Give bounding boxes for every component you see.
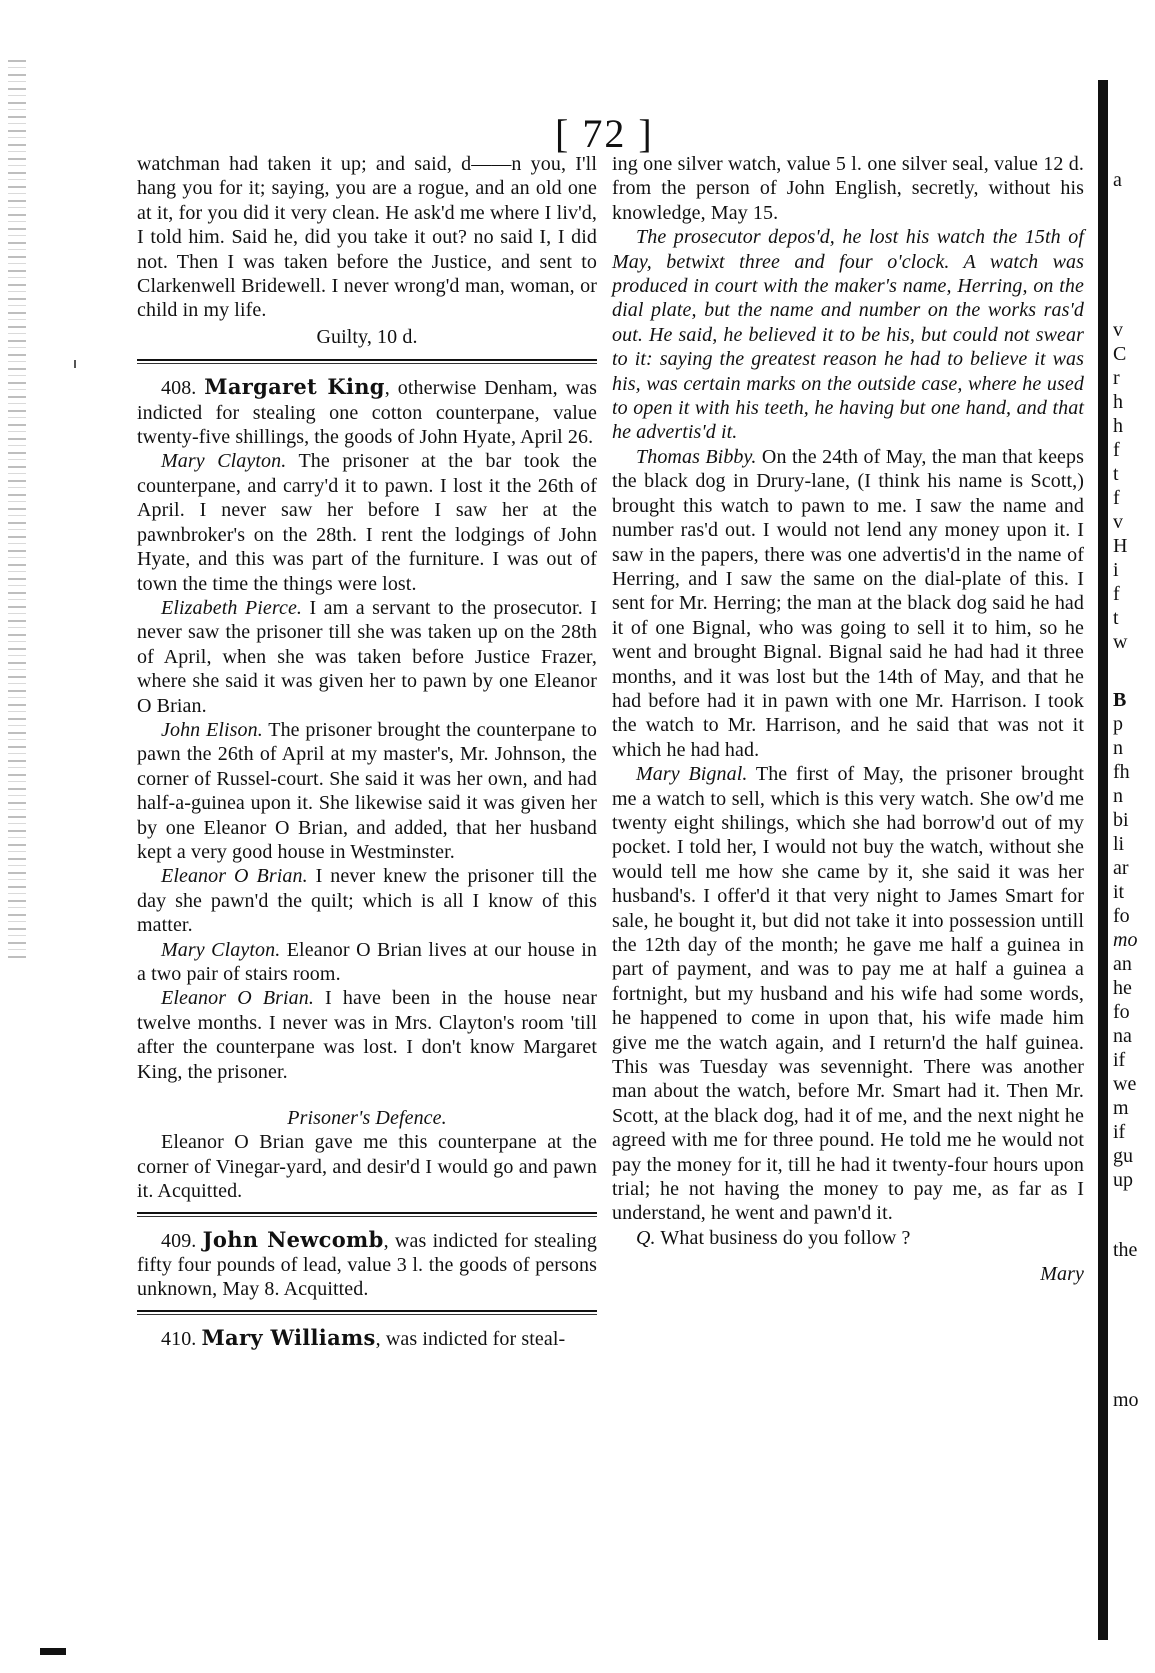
bleed-fragment: if bbox=[1113, 1121, 1126, 1143]
testimony-text: The first of May, the prisoner brought me a watch to sell, which is this very watch. She ow'd me twenty eight shilings, which she had borrow'd out of my pocket. I told her, I would not buy the watch, without she would tell me how she came by it, she said it was her husband's. I offer'd it that very night to James Smart for sale, he bought it, but did not take it into possession untill the 12th day of the month; he gave me half a guinea in part of payment, and was to pay me at half a guinea a fortnight, but my husband and his wife had some words, he happened to come in upon that, his wife made him give me the watch again, and I return'd the half guinea. This was Tuesday was sevennight. There was another man about the watch, before Mr. Smart had it. Then Mr. Scott, at the black dog, had it of me, and the next night he agreed with me for three pound. He told me he would not pay the money for it, till he had it twenty-four hours upon trial; he not having the money to pay me, as far as I understand, he went and pawn'd it. bbox=[612, 763, 1085, 1225]
bleed-fragment: C bbox=[1113, 343, 1127, 365]
testimony-text: I never knew the prisoner till the day she pawn'd the quilt; which is all I know of this matter. bbox=[137, 865, 597, 937]
indictment-continued: ing one silver watch, value 5 l. one silver seal, value 12 d. from the person of John English, secretly, without his knowledge, May 15. bbox=[612, 153, 1084, 224]
witness-name: Elizabeth Pierce. bbox=[161, 596, 303, 619]
defendant-name: John Newcomb bbox=[202, 1226, 384, 1252]
bleed-fragment: a bbox=[1113, 169, 1122, 191]
question-text: What business do you follow ? bbox=[655, 1226, 911, 1249]
testimony bbox=[137, 718, 597, 864]
testimony-text: I am a servant to the prosecutor. I never saw the prisoner till she was taken up on the 28th of April, when she was taken before Justice Frazer, where she said it was given her to pawn by one Eleanor O Brian. bbox=[137, 596, 597, 717]
indictment-text: , otherwise Denham, was indicted for stealing one cotton counterpane, value twenty-five shillings, the goods of John Hyate, April 26. bbox=[137, 377, 597, 449]
bleed-fragment: B bbox=[1113, 689, 1127, 711]
case-410 bbox=[137, 1326, 597, 1351]
testimony bbox=[137, 986, 597, 1084]
bleed-fragment: up bbox=[1113, 1169, 1133, 1191]
bleed-fragment: r bbox=[1113, 367, 1120, 389]
bleed-fragment: v bbox=[1113, 511, 1123, 533]
testimony-text: On the 24th of May, the man that keeps the black dog in Drury-lane, (I think his name is Scott,) brought this watch to pawn to me. I saw the name and number ras'd out. I would not lend any money upon it. I saw in the papers, there was one advertis'd in the name of Herring, and I saw the same on the dial-plate of this. I sent for Mr. Herring; the man at the black dog said he had it of one Bignal, who was going to sell it to him, so he went and brought Bignal. Bignal said he had had it three months, and it was lost but the 14th of May, and that he had before had it in pawn with one Mr. Harrison. I took the watch to Mr. Harrison, and he said that was not it which he had had. bbox=[612, 445, 1085, 761]
bleed-fragment: i bbox=[1113, 559, 1119, 581]
bleed-fragment: fh bbox=[1113, 761, 1130, 783]
indictment-text: , was indicted for steal- bbox=[375, 1327, 566, 1350]
bleed-fragment: t bbox=[1113, 463, 1119, 485]
testimony bbox=[137, 864, 597, 937]
scan-speck bbox=[74, 360, 76, 368]
witness-name: John Elison. bbox=[161, 718, 263, 741]
bleed-fragment: t bbox=[1113, 607, 1119, 629]
defence-heading: Prisoner's Defence. bbox=[287, 1107, 447, 1130]
bleed-fragment: p bbox=[1113, 713, 1123, 735]
bleed-fragment: mo bbox=[1113, 929, 1138, 951]
bleed-fragment: li bbox=[1113, 833, 1125, 855]
bleed-fragment: we bbox=[1113, 1073, 1137, 1095]
bleed-fragment: h bbox=[1113, 391, 1123, 413]
defendant-name: Margaret King bbox=[204, 374, 385, 400]
testimony bbox=[612, 445, 1084, 762]
bleed-fragment: if bbox=[1113, 1049, 1126, 1071]
bleed-fragment: f bbox=[1113, 439, 1120, 461]
bleed-fragment: H bbox=[1113, 535, 1128, 557]
facing-page-bleed bbox=[1113, 0, 1155, 1673]
scan-bottom-mark bbox=[40, 1648, 66, 1655]
testimony bbox=[137, 449, 597, 595]
bleed-fragment: h bbox=[1113, 415, 1123, 437]
bleed-fragment: ar bbox=[1113, 857, 1129, 879]
bleed-fragment: an bbox=[1113, 953, 1132, 975]
case-408 bbox=[137, 375, 597, 449]
question bbox=[612, 1226, 1084, 1250]
question-mark: Q. bbox=[636, 1226, 656, 1249]
bleed-fragment: na bbox=[1113, 1025, 1132, 1047]
indictment-text: , was indicted for stealing fifty four pounds of lead, value 3 l. the goods of persons unknown, May 8. Acquitted. bbox=[137, 1229, 597, 1301]
testimony bbox=[137, 596, 597, 718]
defendant-name: Mary Williams bbox=[201, 1324, 376, 1350]
case-number: 408. bbox=[161, 377, 197, 400]
testimony-text: The prisoner at the bar took the counterpane, and carry'd it to pawn. I lost it the 26th of April. I never saw her before I saw her at the pawnbroker's on the 28th. I rent the lodgings of John Hyate, and this was part of the furniture. I was out of town the time the things were lost. bbox=[137, 450, 598, 595]
left-column bbox=[137, 152, 597, 1351]
bleed-fragment: mo bbox=[1113, 1389, 1139, 1411]
bleed-fragment: the bbox=[1113, 1239, 1138, 1261]
section-divider bbox=[137, 1310, 597, 1312]
bleed-fragment: fo bbox=[1113, 905, 1130, 927]
testimony-text: The prisoner brought the counterpane to pawn the 26th of April at my master's, Mr. Johnson, the corner of Russel-court. She said it was her own, and had half-a-guinea upon it. She likewise said it was given her by one Eleanor O Brian, and added, that her husband kept a very good house in Westminster. bbox=[137, 718, 597, 863]
bleed-fragment: f bbox=[1113, 487, 1120, 509]
bleed-fragment: v bbox=[1113, 319, 1123, 341]
bleed-fragment: n bbox=[1113, 737, 1123, 759]
right-column bbox=[612, 152, 1084, 1287]
bleed-fragment: m bbox=[1113, 1097, 1129, 1119]
testimony-text: Eleanor O Brian lives at our house in a two pair of stairs room. bbox=[137, 938, 597, 985]
continued-testimony: watchman had taken it up; and said, d——n you, I'll hang you for it; saying, you are a rogue, and an old one at it, for you did it very clean. He ask'd me where I liv'd, I told him. Said he, did you take it out? no said I, I did not. Then I was taken before the Justice, and sent to Clarkenwell Bridewell. I never wrong'd man, woman, or child in my life. bbox=[137, 153, 597, 322]
page-gutter-rule bbox=[1098, 80, 1108, 1640]
testimony bbox=[612, 762, 1084, 1226]
bleed-fragment: he bbox=[1113, 977, 1132, 999]
verdict: Guilty, 10 d. bbox=[316, 325, 418, 348]
witness-name: Mary Bignal. bbox=[636, 763, 748, 786]
testimony-text: I have been in the house near twelve months. I never was in Mrs. Clayton's room 'till after the counterpane was lost. I don't know Margaret King, the prisoner. bbox=[137, 987, 597, 1083]
witness-name: Mary Clayton. bbox=[161, 450, 287, 473]
witness-name: Eleanor O Brian. bbox=[161, 987, 314, 1010]
testimony bbox=[137, 938, 597, 987]
bleed-fragment: fo bbox=[1113, 1001, 1130, 1023]
catchword: Mary bbox=[1040, 1263, 1084, 1286]
prosecutor-deposition: The prosecutor depos'd, he lost his watch the 15th of May, betwixt three and four o'clock. A watch was produced in court with the maker's name, Herring, on the dial plate, but the name and number on the works ras'd out. He said, he believed it to be his, but could not swear to it: saying the greatest reason he had to believe it was his, was certain marks on the outside case, where he used to open it with his teeth, he having but one hand, and that he advertis'd it. bbox=[612, 226, 1084, 444]
page-number: [ 72 ] bbox=[555, 111, 654, 156]
case-number: 410. bbox=[161, 1327, 197, 1350]
bleed-fragment: bi bbox=[1113, 809, 1129, 831]
bleed-fragment: f bbox=[1113, 583, 1120, 605]
section-divider bbox=[137, 359, 597, 361]
bleed-fragment: n bbox=[1113, 785, 1123, 807]
bleed-fragment: it bbox=[1113, 881, 1125, 903]
case-409 bbox=[137, 1228, 597, 1302]
witness-name: Thomas Bibby. bbox=[636, 445, 757, 468]
scan-edge-noise bbox=[8, 60, 26, 960]
case-number: 409. bbox=[161, 1229, 197, 1252]
bleed-fragment: gu bbox=[1113, 1145, 1133, 1167]
witness-name: Mary Clayton. bbox=[161, 938, 281, 961]
defence-text: Eleanor O Brian gave me this counterpane at the corner of Vinegar-yard, and desir'd I would go and pawn it. Acquitted. bbox=[137, 1131, 597, 1203]
section-divider bbox=[137, 1212, 597, 1214]
witness-name: Eleanor O Brian. bbox=[161, 865, 308, 888]
bleed-fragment: w bbox=[1113, 631, 1128, 653]
